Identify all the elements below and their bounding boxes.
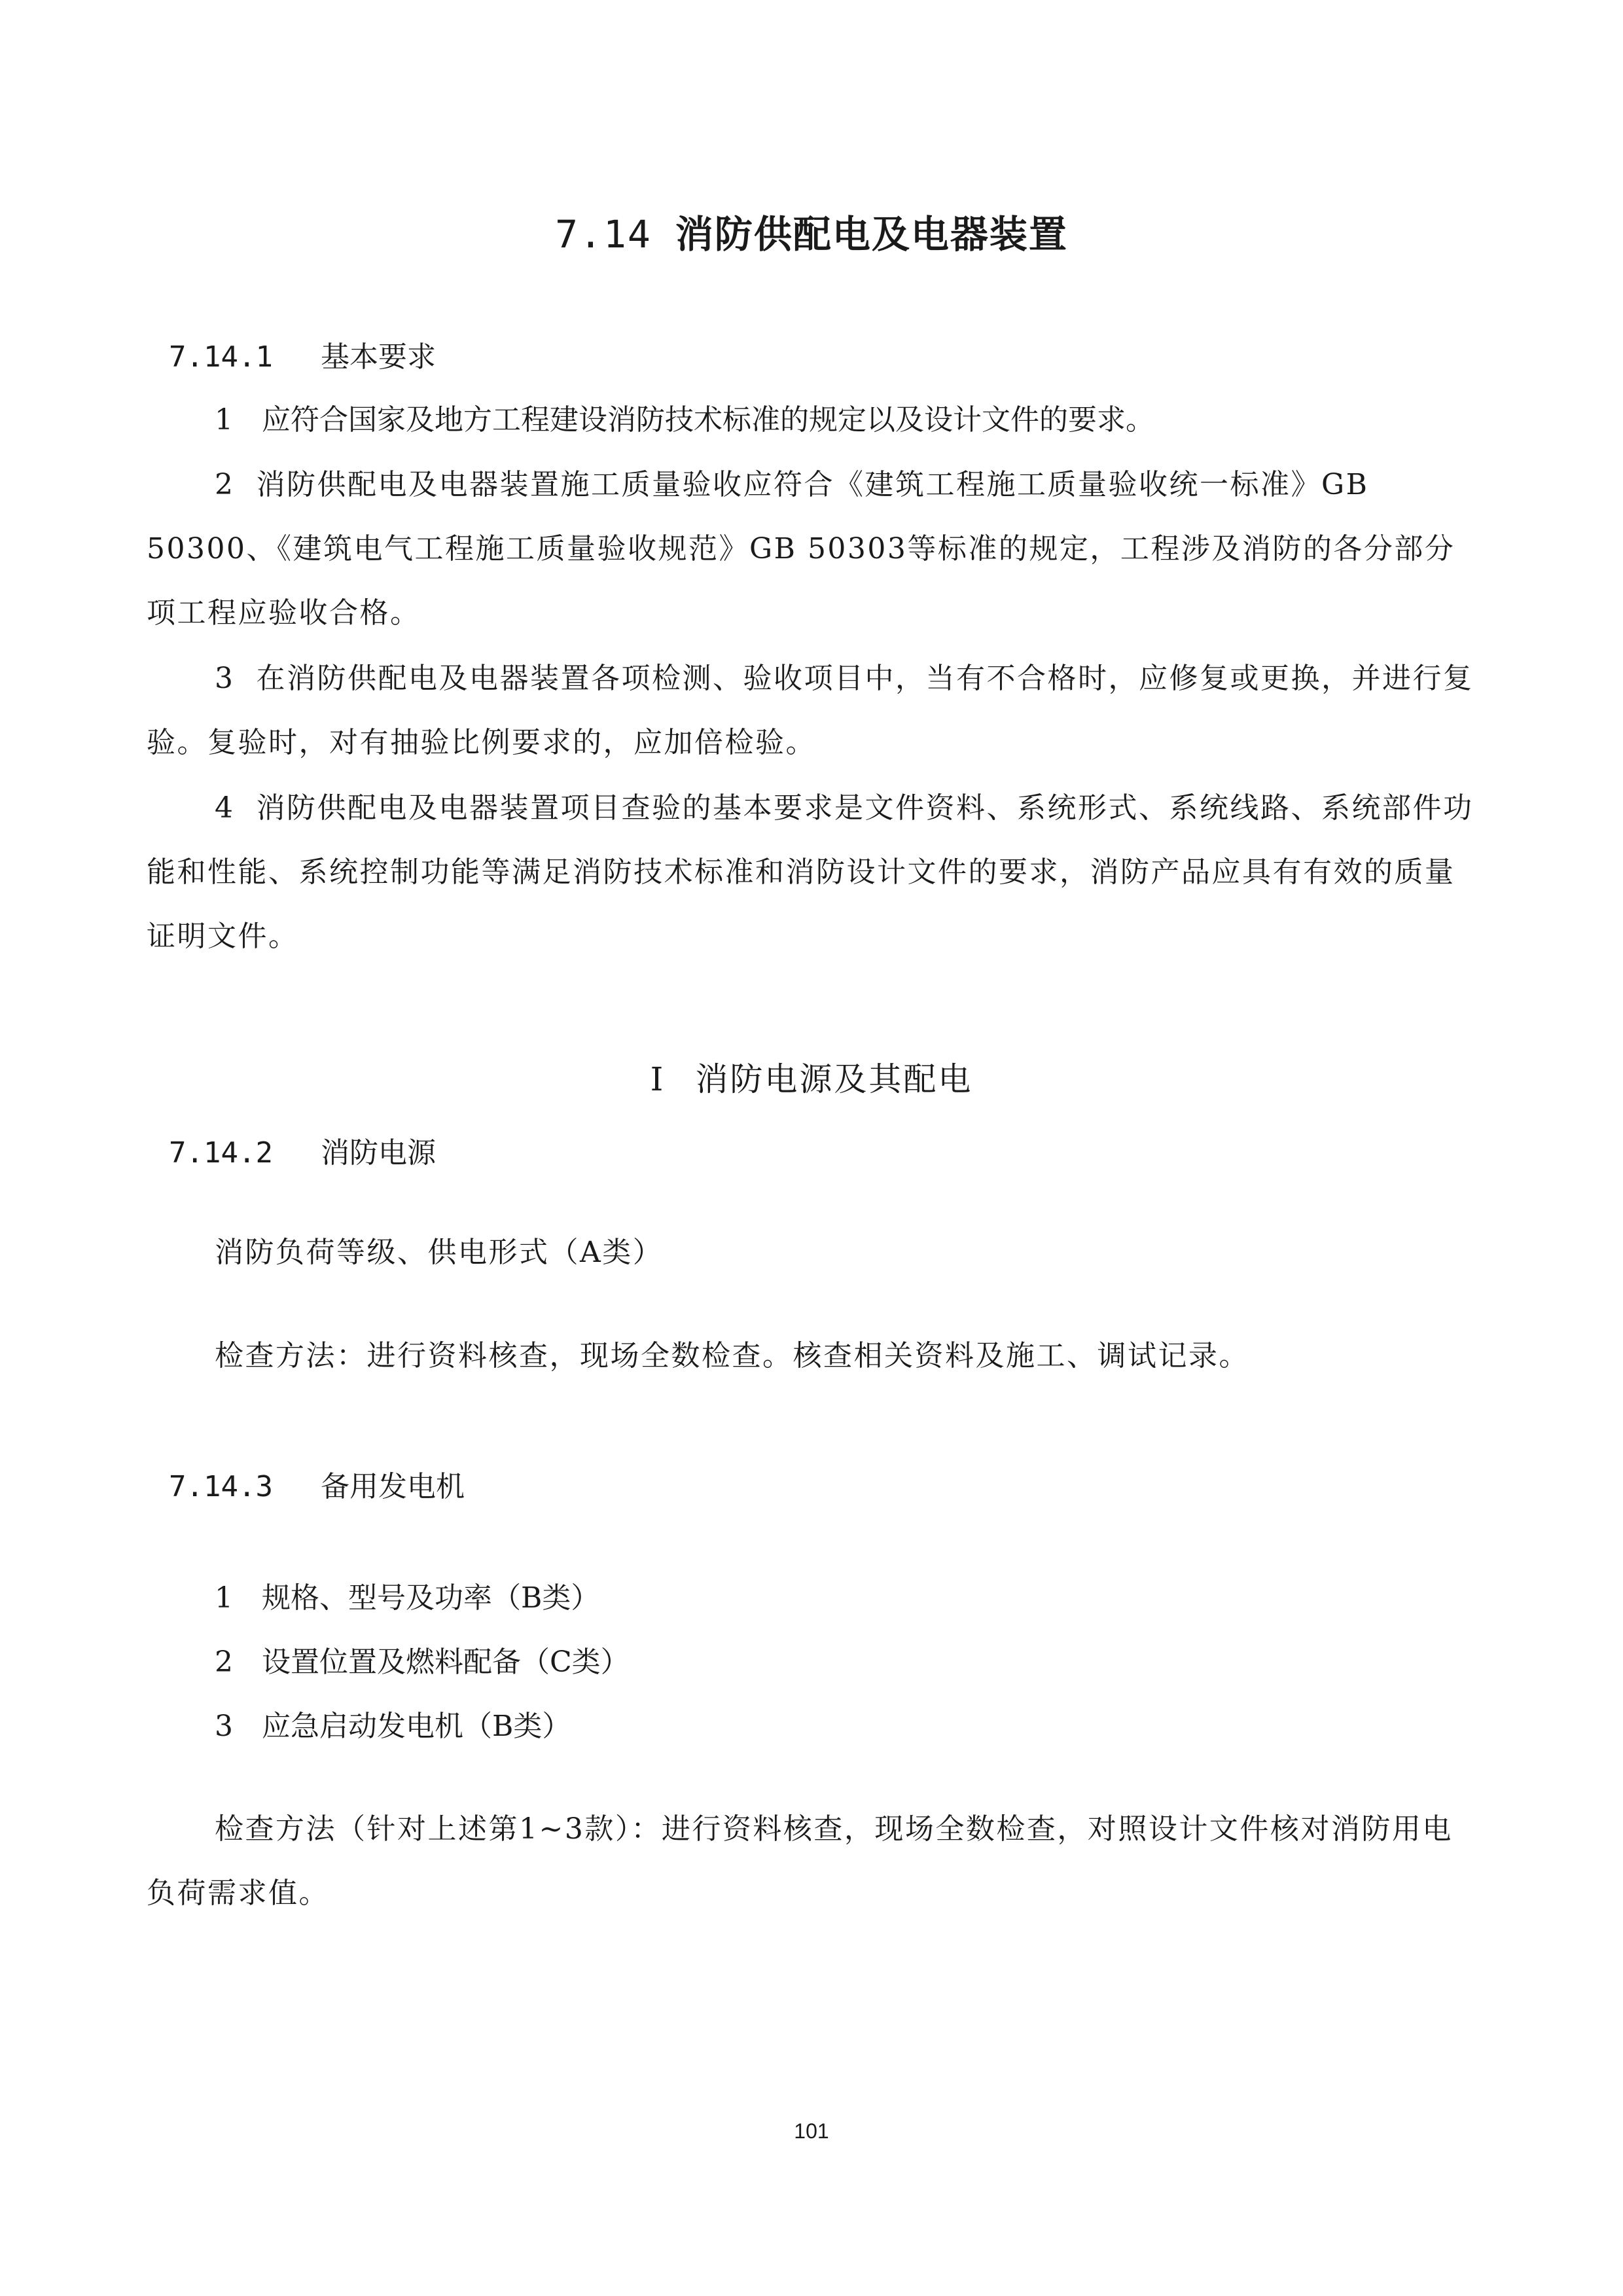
page-number: 101 bbox=[794, 2119, 829, 2143]
item-number: 3 bbox=[215, 1710, 233, 1743]
requirement-item-4 bbox=[147, 776, 1476, 969]
clause-title: 基本要求 bbox=[321, 340, 436, 374]
clause-heading-basic-requirements bbox=[169, 338, 436, 377]
item-text: 消防供配电及电器装置施工质量验收应符合《建筑工程施工质量验收统一标准》GB 50300、《建筑电气工程施工质量验收规范》GB 50303等标准的规定，工程涉及消防的各分部分项工程应验收合格。 bbox=[147, 468, 1455, 630]
section-heading bbox=[0, 1056, 1623, 1102]
inspection-method: 检查方法：进行资料核查，现场全数检查。核查相关资料及施工、调试记录。 bbox=[215, 1339, 1249, 1372]
section-number: I bbox=[650, 1060, 666, 1098]
item-text: 应急启动发电机（B类） bbox=[262, 1710, 571, 1743]
generator-item-3 bbox=[215, 1707, 571, 1746]
title-number: 7.14 bbox=[555, 212, 652, 257]
section-title: 消防电源及其配电 bbox=[695, 1060, 973, 1098]
item-text: 应符合国家及地方工程建设消防技术标准的规定以及设计文件的要求。 bbox=[262, 403, 1154, 437]
requirement-item-1 bbox=[215, 401, 1154, 440]
clause-heading-standby-generator bbox=[169, 1467, 465, 1507]
item-number: 2 bbox=[215, 468, 235, 501]
clause-number: 7.14.3 bbox=[169, 1470, 273, 1503]
requirement-item-2 bbox=[147, 453, 1476, 645]
item-text: 规格、型号及功率（B类） bbox=[262, 1581, 600, 1615]
clause-title: 消防电源 bbox=[321, 1136, 436, 1170]
clause-heading-fire-power-supply bbox=[169, 1134, 436, 1173]
item-text: 在消防供配电及电器装置各项检测、验收项目中，当有不合格时，应修复或更换，并进行复验。复验时，对有抽验比例要求的，应加倍检验。 bbox=[147, 662, 1474, 759]
item-number: 1 bbox=[215, 403, 233, 437]
item-number: 4 bbox=[215, 791, 235, 825]
generator-item-1 bbox=[215, 1579, 599, 1618]
item-number: 2 bbox=[215, 1645, 233, 1679]
clause-title: 备用发电机 bbox=[321, 1470, 465, 1503]
requirement-item-3 bbox=[147, 647, 1476, 775]
title-text: 消防供配电及电器装置 bbox=[675, 212, 1068, 257]
item-text: 消防供配电及电器装置项目查验的基本要求是文件资料、系统形式、系统线路、系统部件功能和性能、系统控制功能等满足消防技术标准和消防设计文件的要求，消防产品应具有有效的质量证明文件。 bbox=[147, 791, 1474, 953]
item-text: 设置位置及燃料配备（C类） bbox=[262, 1645, 630, 1679]
generator-inspection-method: 检查方法（针对上述第1~3款）：进行资料核查，现场全数检查，对照设计文件核对消防用电负荷需求值。 bbox=[147, 1812, 1453, 1910]
clause-number: 7.14.2 bbox=[169, 1136, 273, 1170]
page-title bbox=[0, 208, 1623, 260]
item-number: 1 bbox=[215, 1581, 233, 1615]
inspection-item: 消防负荷等级、供电形式（A类） bbox=[215, 1236, 664, 1269]
item-number: 3 bbox=[215, 662, 235, 695]
clause-number: 7.14.1 bbox=[169, 340, 273, 374]
generator-item-2 bbox=[215, 1643, 630, 1682]
